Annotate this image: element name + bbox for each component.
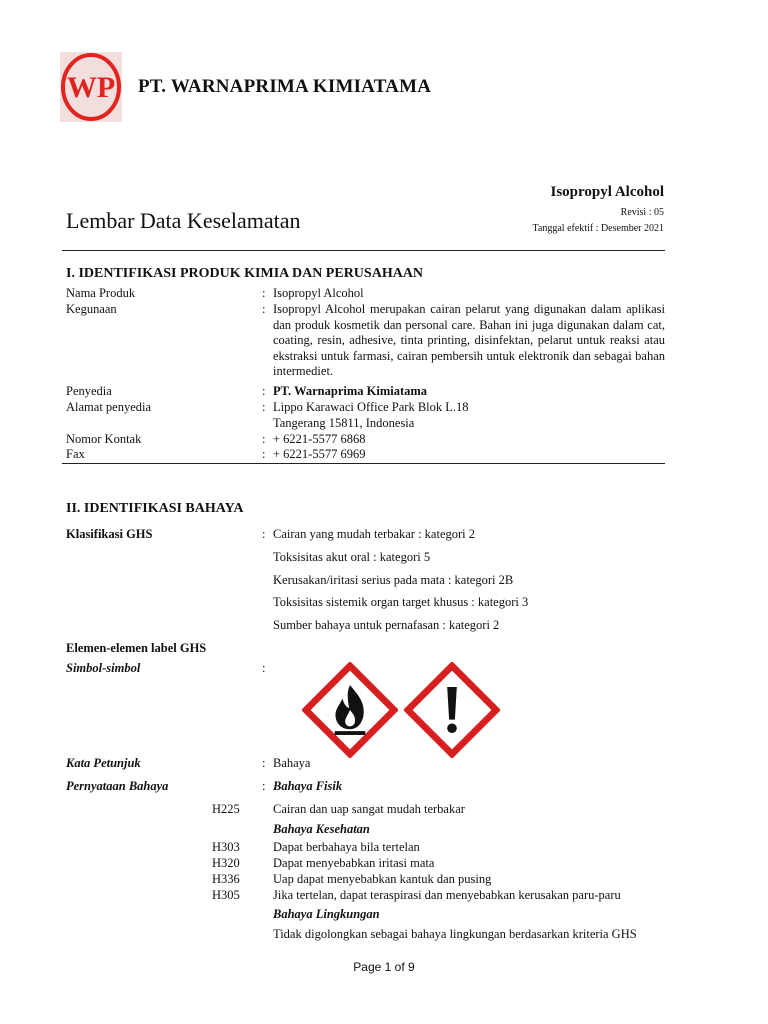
alamat-line-1: Lippo Karawaci Office Park Blok L.18 [273,400,469,414]
colon: : [262,447,266,461]
colon: : [262,400,266,414]
document-title: Lembar Data Keselamatan [66,208,301,233]
nama-produk-value: Isopropyl Alcohol [273,286,364,300]
logo-text: WP [66,71,116,104]
page-number: Page 1 of 9 [353,960,415,974]
flame-icon [302,662,398,758]
revision-number: Revisi : 05 [620,207,664,218]
bahaya-lingkungan-text: Tidak digolongkan sebagai bahaya lingkungan berdasarkan kriteria GHS [273,927,637,941]
colon: : [262,779,266,793]
hazard-code: H320 [212,856,240,870]
elemen-label: Elemen-elemen label GHS [66,641,207,655]
kegunaan-value: Isopropyl Alcohol merupakan cairan pelarut yang digunakan dalam aplikasi dan produk kosmetik dan personal care. Bahan ini juga digunakan dalam cat, coating, resin, adhesive, tinta printing, disinfektan, pelarut untuk reaksi atau ekstraksi untuk farmasi, cairan pembersih untuk elektronik dan sebagai bahan intermediet. [273,302,665,379]
kontak-label: Nomor Kontak [66,432,142,446]
hazard-statement: Uap dapat menyebabkan kantuk dan pusing [273,872,492,886]
company-logo [60,52,122,122]
colon: : [262,384,266,398]
penyedia-value: PT. Warnaprima Kimiatama [273,384,428,398]
kontak-value: + 6221-5577 6868 [273,432,366,446]
exclamation-icon [404,662,500,758]
ghs-item: Toksisitas akut oral : kategori 5 [273,550,431,564]
fax-value: + 6221-5577 6969 [273,447,366,461]
pernyataan-bahaya-label: Pernyataan Bahaya [66,779,169,793]
colon: : [262,432,266,446]
ghs-label: Klasifikasi GHS [66,527,153,541]
hazard-code: H336 [212,872,240,886]
hazard-statement: Jika tertelan, dapat teraspirasi dan menyebabkan kerusakan paru-paru [273,888,621,902]
section-1-heading: I. IDENTIFIKASI PRODUK KIMIA DAN PERUSAHAAN [66,266,424,281]
bahaya-fisik-label: Bahaya Fisik [273,779,343,793]
divider [62,463,665,464]
fax-label: Fax [66,447,85,461]
company-name: PT. WARNAPRIMA KIMIATAMA [138,76,432,97]
ghs-item: Sumber bahaya untuk pernafasan : kategori 2 [273,618,500,632]
colon: : [262,661,266,675]
colon: : [262,286,266,300]
divider [62,250,665,251]
nama-produk-label: Nama Produk [66,286,136,300]
hazard-code: H225 [212,802,240,816]
kata-petunjuk-value: Bahaya [273,756,311,770]
simbol-label: Simbol-simbol [66,661,141,675]
ghs-item: Kerusakan/iritasi serius pada mata : kategori 2B [273,573,514,587]
hazard-statement: Dapat berbahaya bila tertelan [273,840,420,854]
ghs-item: Toksisitas sistemik organ target khusus : kategori 3 [273,595,529,609]
hazard-statement: Dapat menyebabkan iritasi mata [273,856,435,870]
bahaya-kesehatan-label: Bahaya Kesehatan [273,822,370,836]
bahaya-lingkungan-label: Bahaya Lingkungan [273,907,380,921]
alamat-line-2: Tangerang 15811, Indonesia [273,416,415,430]
hazard-code: H303 [212,840,240,854]
ghs-item: Cairan yang mudah terbakar : kategori 2 [273,527,476,541]
kegunaan-label: Kegunaan [66,302,117,316]
hazard-statement: Cairan dan uap sangat mudah terbakar [273,802,465,816]
alamat-label: Alamat penyedia [66,400,152,414]
product-name: Isopropyl Alcohol [550,184,664,200]
kata-petunjuk-label: Kata Petunjuk [66,756,141,770]
colon: : [262,527,266,541]
section-2-heading: II. IDENTIFIKASI BAHAYA [66,501,244,516]
colon: : [262,302,266,316]
penyedia-label: Penyedia [66,384,112,398]
colon: : [262,756,266,770]
effective-date: Tanggal efektif : Desember 2021 [532,223,664,234]
hazard-code: H305 [212,888,240,902]
